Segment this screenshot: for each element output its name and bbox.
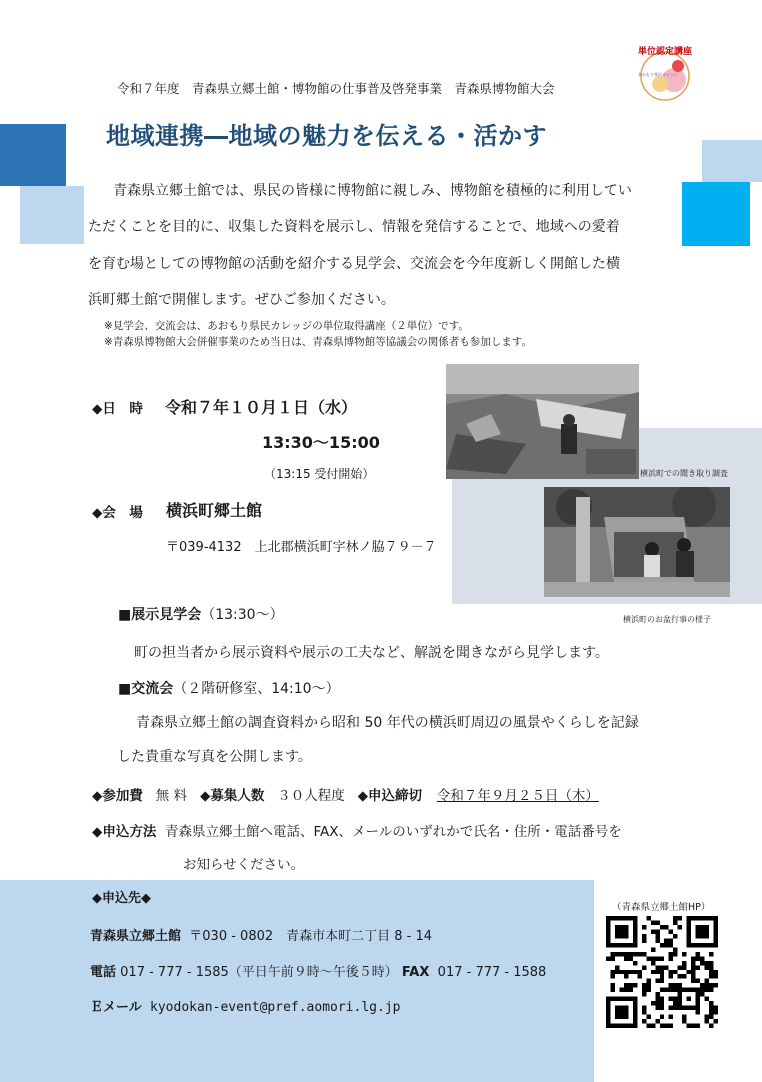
capacity-value: ３０人程度 <box>277 788 345 804</box>
exhibit-time: （13:30～） <box>201 607 284 623</box>
venue-address: 〒039-4132 上北郡横浜町字林ノ脇７９－７ <box>166 540 437 555</box>
contact-organization <box>90 925 432 944</box>
reception-time: （13:15 受付開始） <box>264 467 375 481</box>
deadline-label: ◆申込締切 <box>357 788 422 804</box>
contact-panel <box>0 880 594 1082</box>
email-label: Ｅメール <box>90 1000 142 1015</box>
fee-capacity-deadline-row <box>92 784 601 804</box>
venue-name: 横浜町郷土館 <box>166 501 263 520</box>
apply-text-1: 青森県立郷土館へ電話、FAX、メールのいずれかで氏名・住所・電話番号を <box>164 824 622 840</box>
badge-title: 単位認定講座 <box>637 47 693 57</box>
exchange-description-2: した貴重な写真を公開します。 <box>117 749 312 765</box>
intro-line-1: 青森県立郷土館では、県民の皆様に博物館に親しみ、博物館を積極的に利用してい <box>113 183 632 199</box>
contact-org-name: 青森県立郷土館 <box>90 929 182 944</box>
badge-subtitle: あおもり県民カレッジ <box>638 72 678 77</box>
capacity-label: ◆募集人数 <box>199 788 265 804</box>
apply-method-line-1 <box>92 820 622 840</box>
venue-label: ◆会 場 <box>92 505 143 521</box>
exchange-title: ■交流会 <box>118 681 174 697</box>
fee-label: ◆参加費 <box>92 788 143 804</box>
exhibit-description: 町の担当者から展示資料や展示の工夫など、解説を聞きながら見学します。 <box>134 645 609 661</box>
intro-line-2: ただくことを目的に、収集した資料を展示し、情報を発信することで、地域への愛着 <box>88 219 620 235</box>
photo-interview-survey <box>446 364 639 479</box>
header-subtitle: 令和７年度 青森県立郷土館・博物館の仕事普及啓発事業 青森県博物館大会 <box>117 81 555 96</box>
photo-1-caption: 横浜町での聞き取り調査 <box>640 469 728 478</box>
contact-phone-fax <box>90 961 546 980</box>
note-association: ※青森県博物館大会併催事業のため当日は、青森県博物館等協議会の関係者も参加します。 <box>104 336 532 348</box>
exhibit-title: ■展示見学会 <box>118 607 202 623</box>
phone-label: 電話 <box>90 965 117 980</box>
exchange-time: （２階研修室、14:10～） <box>173 681 340 697</box>
photo-obon-event <box>544 487 730 597</box>
contact-email-row <box>90 996 400 1015</box>
intro-line-3: を育む場としての博物館の活動を紹介する見学会、交流会を今年度新しく開館した横 <box>88 256 620 272</box>
fax-label: FAX <box>401 965 430 980</box>
decor-block-light-blue-right <box>702 140 762 182</box>
exchange-description-1: 青森県立郷土館の調査資料から昭和 50 年代の横浜町周辺の風景やくらしを記録 <box>136 715 639 731</box>
qr-code[interactable] <box>606 916 718 1028</box>
fax-number: 017 - 777 - 1588 <box>437 965 547 980</box>
apply-label: ◆申込方法 <box>92 824 157 840</box>
decor-block-light-blue <box>20 186 84 244</box>
page-title: 地域連携―地域の魅力を伝える・活かす <box>106 122 547 150</box>
contact-heading: ◆申込先◆ <box>92 891 151 906</box>
fee-value: 無 料 <box>155 788 188 804</box>
intro-line-4: 浜町郷土館で開催します。ぜひご参加ください。 <box>88 292 395 308</box>
phone-number[interactable]: 017 - 777 - 1585（平日午前９時～午後５時） <box>120 965 398 980</box>
contact-address: 〒030 - 0802 青森市本町二丁目 8 - 14 <box>189 929 433 944</box>
decor-block-cyan <box>682 182 750 246</box>
exhibit-section-title <box>118 604 284 624</box>
exchange-section-title <box>118 678 340 698</box>
email-address[interactable]: kyodokan-event@pref.aomori.lg.jp <box>150 1000 401 1015</box>
deadline-value: 令和７年９月２５日（木） <box>436 788 599 804</box>
qr-caption: （青森県立郷土館HP） <box>612 902 711 913</box>
note-credit: ※見学会、交流会は、あおもり県民カレッジの単位取得講座（２単位）です。 <box>104 320 469 332</box>
event-time: 13:30～15:00 <box>262 433 380 452</box>
date-label: ◆日 時 <box>92 401 143 417</box>
photo-2-caption: 横浜町のお盆行事の様子 <box>623 615 711 624</box>
decor-block-dark-blue <box>0 124 66 186</box>
college-credit-badge <box>634 40 696 102</box>
apply-text-2: お知らせください。 <box>183 857 305 873</box>
event-date: 令和７年１０月１日（水） <box>165 398 358 417</box>
